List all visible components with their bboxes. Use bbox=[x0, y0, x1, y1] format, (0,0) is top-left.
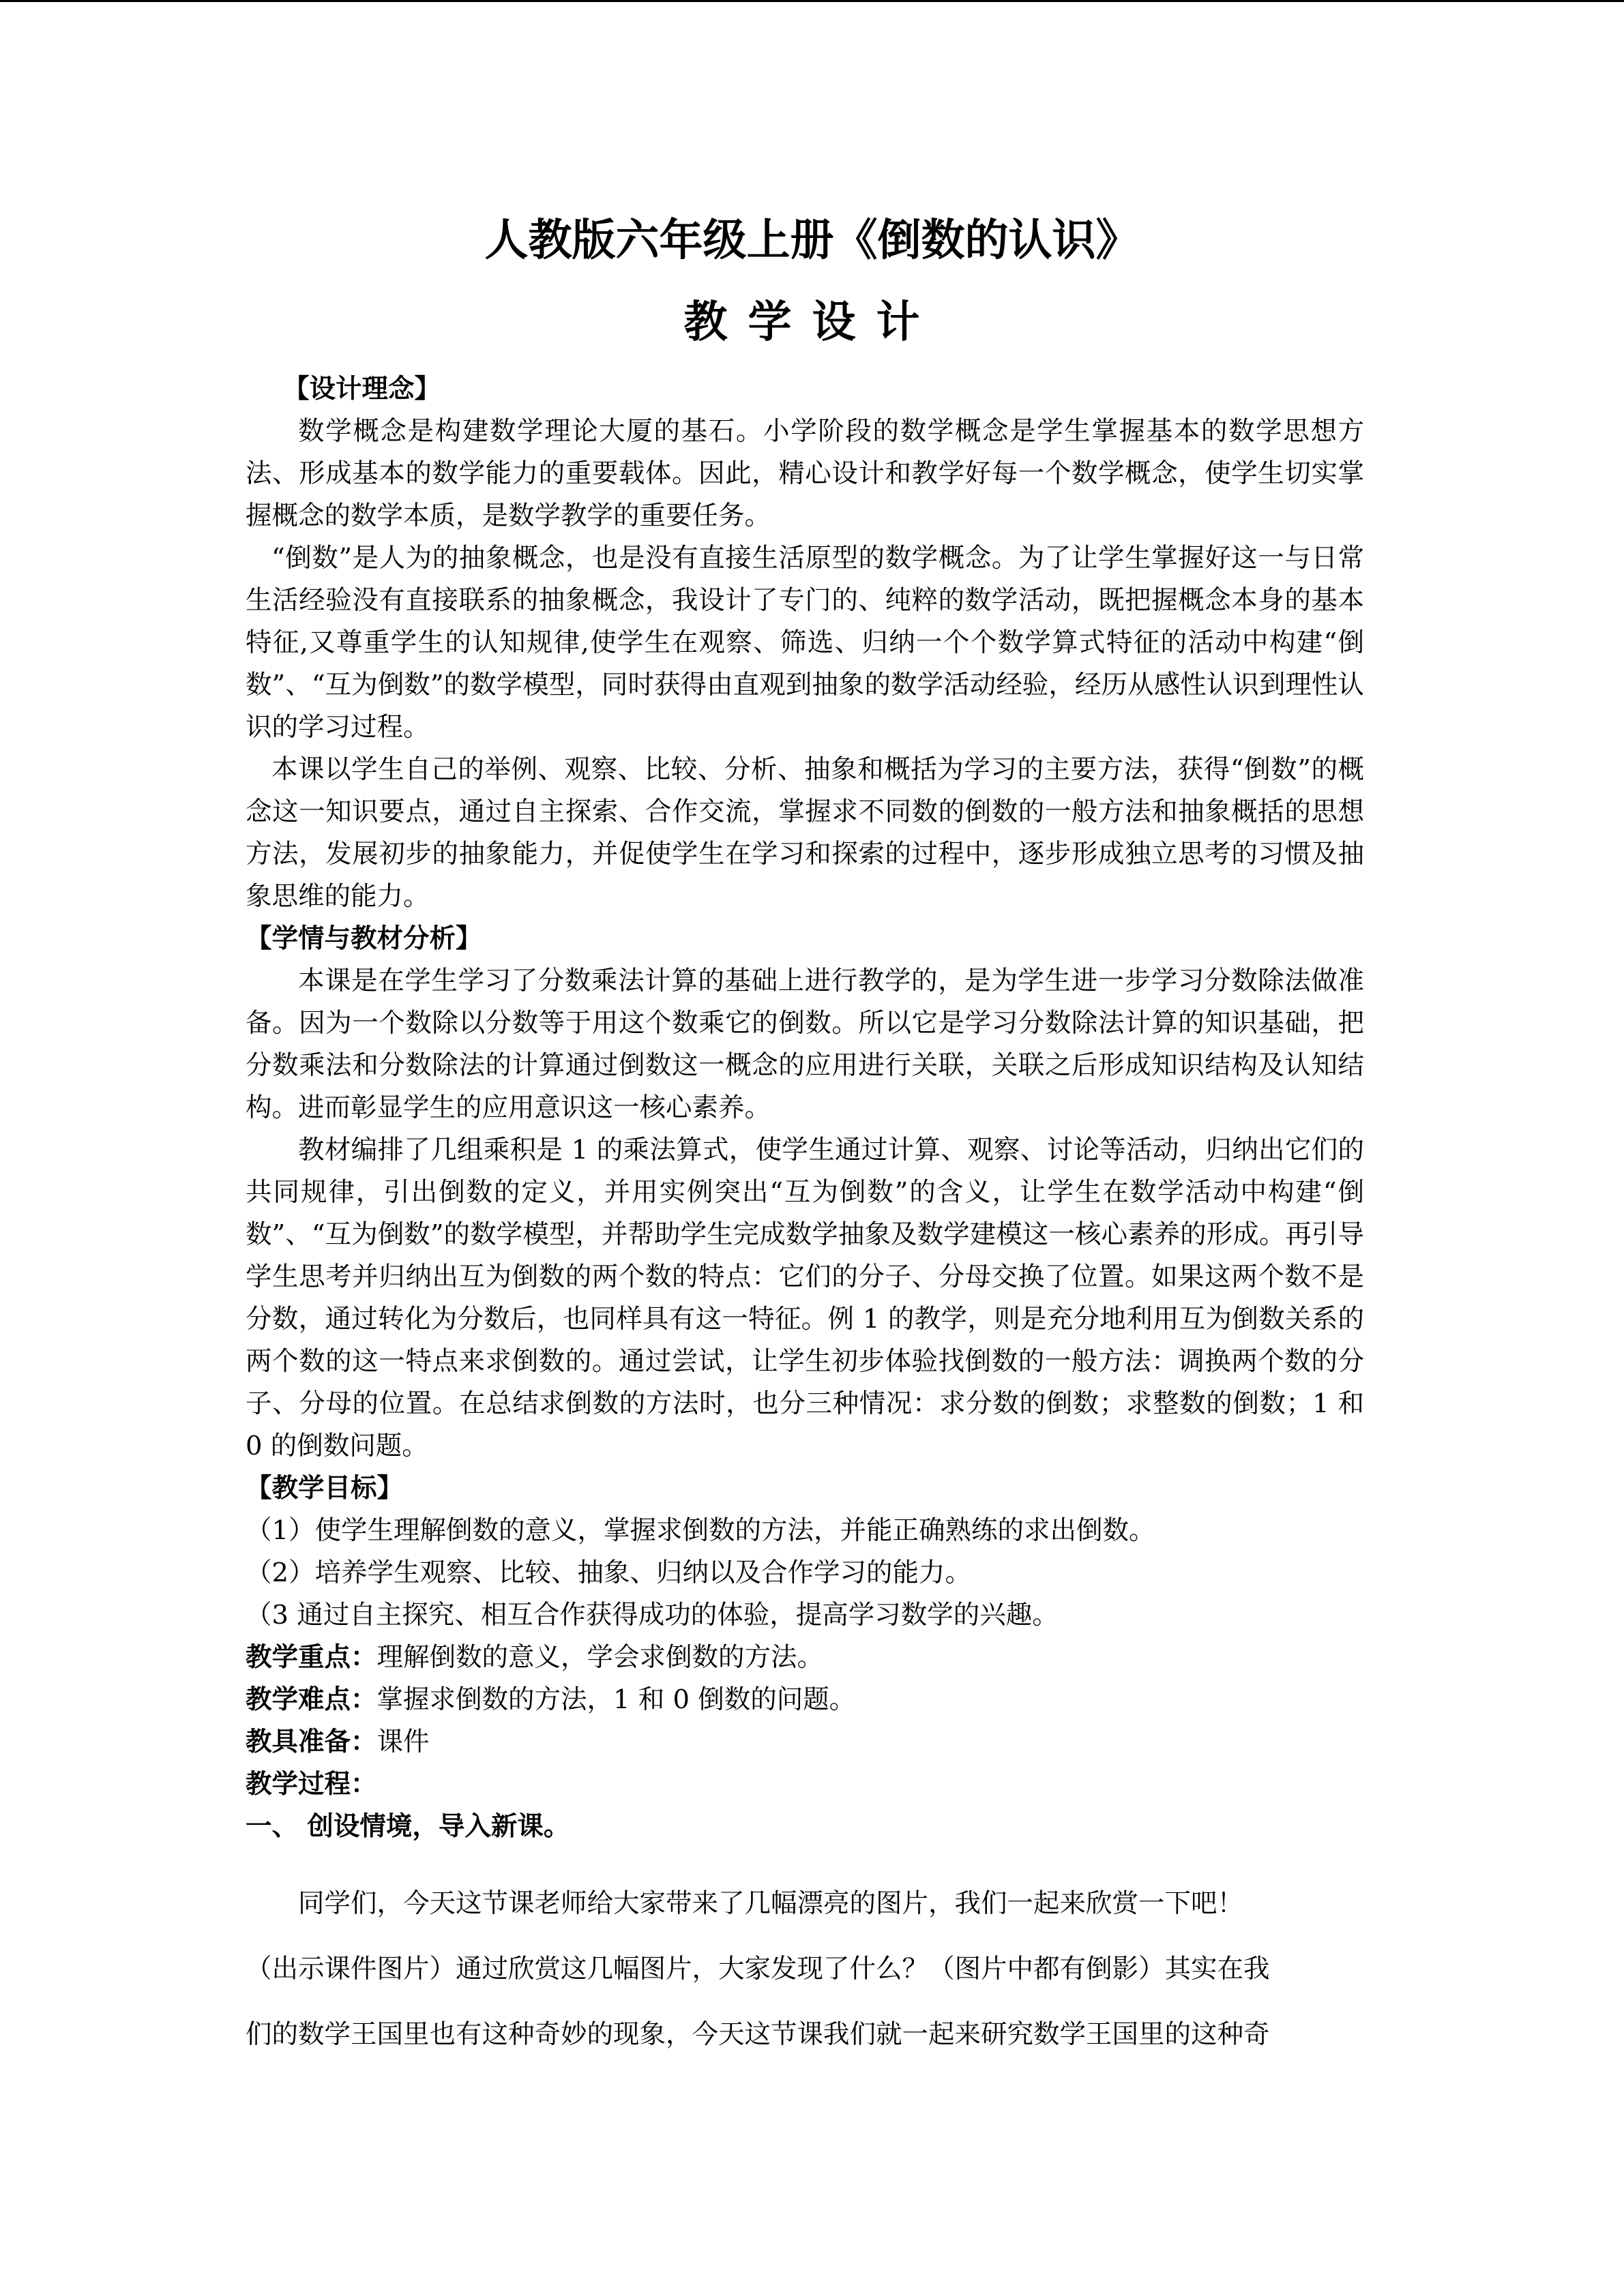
paragraph-line: （出示课件图片）通过欣赏这几幅图片，大家发现了什么？（图片中都有倒影）其实在我 bbox=[246, 1954, 1270, 1984]
materials-text: 课件 bbox=[377, 1727, 430, 1757]
page-top-border bbox=[0, 0, 1624, 2]
process-line bbox=[246, 1763, 1364, 1806]
paragraph: 数学概念是构建数学理论大厦的基石。小学阶段的数学概念是学生掌握基本的数学思想方法、形成基本的数学能力的重要载体。因此，精心设计和教学好每一个数学概念，使学生切实掌握概念的数学本质，是数学教学的重要任务。 bbox=[246, 416, 1364, 531]
document-title: 人教版六年级上册《倒数的认识》 bbox=[484, 215, 1140, 266]
key-point-text: 理解倒数的意义，学会求倒数的方法。 bbox=[377, 1642, 824, 1673]
objective-item: （3 通过自主探究、相互合作获得成功的体验，提高学习数学的兴趣。 bbox=[246, 1600, 1059, 1630]
section-heading-objectives: 【教学目标】 bbox=[246, 1473, 404, 1504]
section-heading-design-concept: 【设计理念】 bbox=[283, 374, 441, 404]
materials-label: 教具准备： bbox=[246, 1727, 377, 1757]
document-body bbox=[246, 368, 1364, 2068]
step-one-heading: 一、 创设情境，导入新课。 bbox=[246, 1811, 570, 1842]
paragraph-line: 们的数学王国里也有这种奇妙的现象，今天这节课我们就一起来研究数学王国里的这种奇 bbox=[246, 2019, 1270, 2050]
difficulty-label: 教学难点： bbox=[246, 1684, 377, 1715]
key-point-line bbox=[246, 1637, 1364, 1679]
section-heading-analysis: 【学情与教材分析】 bbox=[246, 923, 482, 954]
objective-item: （2）培养学生观察、比较、抽象、归纳以及合作学习的能力。 bbox=[246, 1557, 971, 1588]
spacer bbox=[246, 1848, 1364, 1871]
document-subtitle: 教学设计 bbox=[683, 297, 941, 348]
difficulty-text: 掌握求倒数的方法，1 和 0 倒数的问题。 bbox=[377, 1684, 856, 1715]
paragraph-line: 同学们，今天这节课老师给大家带来了几幅漂亮的图片，我们一起来欣赏一下吧！ bbox=[298, 1888, 1244, 1919]
process-label: 教学过程： bbox=[246, 1769, 377, 1800]
objective-item: （1）使学生理解倒数的意义，掌握求倒数的方法，并能正确熟练的求出倒数。 bbox=[246, 1515, 1155, 1546]
difficulty-line bbox=[246, 1679, 1364, 1721]
paragraph: 教材编排了几组乘积是 1 的乘法算式，使学生通过计算、观察、讨论等活动，归纳出它们的共同规律，引出倒数的定义，并用实例突出“互为倒数”的含义，让学生在数学活动中构建“倒数”、“互为倒数”的数学模型，并帮助学生完成数学抽象及数学建模这一核心素养的形成。再引导学生思考并归纳出互为倒数的两个数的特点：它们的分子、分母交换了位置。如果这两个数不是分数，通过转化为分数后，也同样具有这一特征。例 1 的教学，则是充分地利用互为倒数关系的两个数的这一特点来求倒数的。通过尝试，让学生初步体验找倒数的一般方法：调换两个数的分子、分母的位置。在总结求倒数的方法时，也分三种情况：求分数的倒数；求整数的倒数；1 和 0 的倒数问题。 bbox=[246, 1135, 1364, 1461]
step-one-body bbox=[246, 1871, 1364, 2068]
paragraph: “倒数”是人为的抽象概念，也是没有直接生活原型的数学概念。为了让学生掌握好这一与日常生活经验没有直接联系的抽象概念，我设计了专门的、纯粹的数学活动，既把握概念本身的基本特征,又尊重学生的认知规律,使学生在观察、筛选、归纳一个个数学算式特征的活动中构建“倒数”、“互为倒数”的数学模型，同时获得由直观到抽象的数学活动经验，经历从感性认识到理性认识的学习过程。 bbox=[246, 543, 1364, 743]
paragraph: 本课是在学生学习了分数乘法计算的基础上进行教学的，是为学生进一步学习分数除法做准备。因为一个数除以分数等于用这个数乘它的倒数。所以它是学习分数除法计算的知识基础，把分数乘法和分数除法的计算通过倒数这一概念的应用进行关联，关联之后形成知识结构及认知结构。进而彰显学生的应用意识这一核心素养。 bbox=[246, 966, 1364, 1123]
paragraph: 本课以学生自己的举例、观察、比较、分析、抽象和概括为学习的主要方法，获得“倒数”的概念这一知识要点，通过自主探索、合作交流，掌握求不同数的倒数的一般方法和抽象概括的思想方法，发展初步的抽象能力，并促使学生在学习和探索的过程中，逐步形成独立思考的习惯及抽象思维的能力。 bbox=[246, 754, 1364, 912]
key-point-label: 教学重点： bbox=[246, 1642, 377, 1673]
materials-line bbox=[246, 1721, 1364, 1763]
